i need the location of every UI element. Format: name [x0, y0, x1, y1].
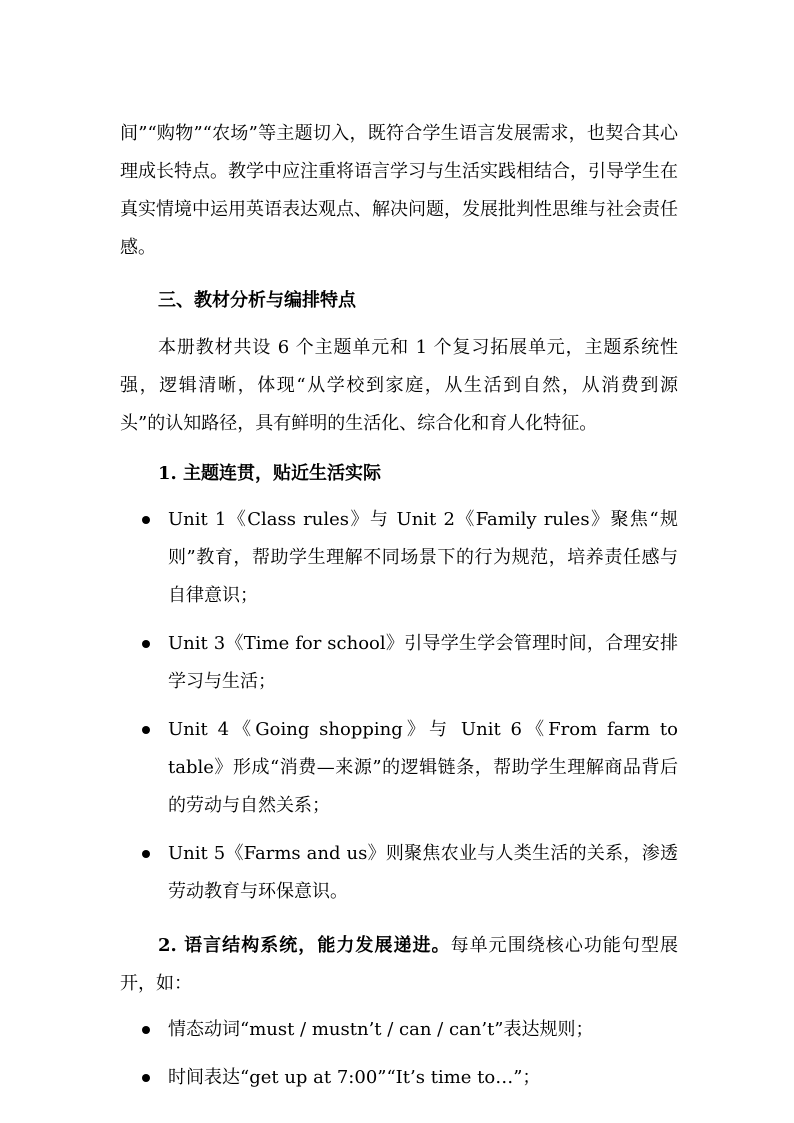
- subsection-2-heading: 2. 语言结构系统，能力发展递进。: [158, 935, 451, 956]
- subsection-2-paragraph: [120, 927, 678, 1003]
- section-3-heading: 三、教材分析与编排特点: [158, 290, 356, 311]
- bullet-icon: [142, 640, 150, 648]
- list-item: [120, 625, 678, 701]
- list-item-text: Unit 3《Time for school》引导学生学会管理时间，合理安排学习与生活；: [168, 633, 678, 692]
- list-item: [120, 1059, 678, 1097]
- bullet-icon: [142, 1026, 150, 1034]
- list-item-text: 情态动词“must / mustn’t / can / can’t”表达规则；: [168, 1019, 594, 1040]
- list-item: [120, 501, 678, 615]
- section-3-body: 本册教材共设 6 个主题单元和 1 个复习拓展单元，主题系统性强，逻辑清晰，体现“从学校到家庭，从生活到自然，从消费到源头”的认知路径，具有鲜明的生活化、综合化和育人化特征。: [120, 337, 678, 434]
- bullet-icon: [142, 1074, 150, 1082]
- subsection-1-heading: 1. 主题连贯，贴近生活实际: [158, 463, 382, 484]
- document-body: [120, 0, 678, 1097]
- list-item: [120, 1011, 678, 1049]
- list-item-text: Unit 4《Going shopping》与 Unit 6《From farm to table》形成“消费—来源”的逻辑链条，帮助学生理解商品背后的劳动与自然关系；: [168, 719, 678, 816]
- list-item: [120, 711, 678, 825]
- list-item-text: Unit 5《Farms and us》则聚焦农业与人类生活的关系，渗透劳动教育与环保意识。: [168, 843, 678, 902]
- list-item-text: 时间表达“get up at 7:00”“It’s time to…”；: [168, 1067, 541, 1088]
- subsection-1-list: [120, 501, 678, 911]
- bullet-icon: [142, 850, 150, 858]
- intro-paragraph: 间”“购物”“农场”等主题切入，既符合学生语言发展需求，也契合其心理成长特点。教学中应注重将语言学习与生活实践相结合，引导学生在真实情境中运用英语表达观点、解决问题，发展批判性思维与社会责任感。: [120, 123, 678, 258]
- bullet-icon: [142, 516, 150, 524]
- subsection-2-list: [120, 1011, 678, 1097]
- list-item-text: Unit 1《Class rules》与 Unit 2《Family rules》聚焦“规则”教育，帮助学生理解不同场景下的行为规范，培养责任感与自律意识；: [168, 509, 678, 606]
- subsection-2-text: 每单元围绕核心功能句型展开，如：: [120, 935, 679, 994]
- list-item: [120, 835, 678, 911]
- bullet-icon: [142, 726, 150, 734]
